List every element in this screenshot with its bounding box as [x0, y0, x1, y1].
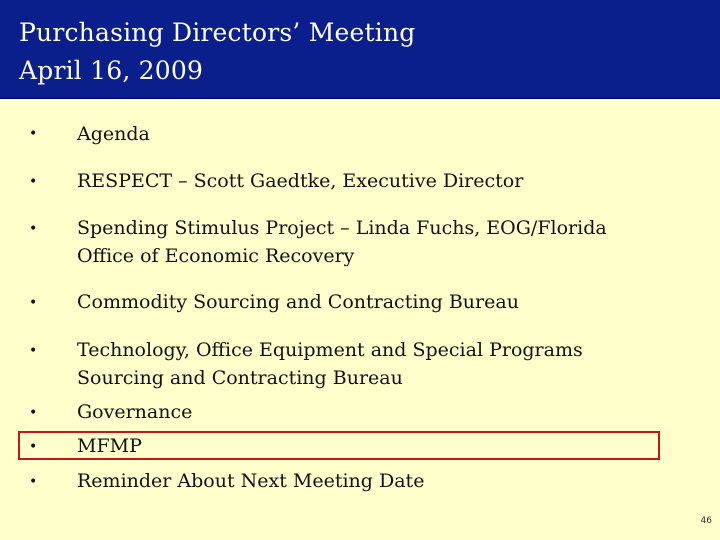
bullet-icon: • [29, 405, 38, 421]
agenda-item-commodity: Commodity Sourcing and Contracting Bureau [77, 291, 519, 313]
bullet-icon: • [29, 174, 38, 190]
agenda-item-reminder: Reminder About Next Meeting Date [77, 470, 425, 492]
bullet-icon: • [29, 221, 38, 237]
bullet-icon: • [29, 474, 38, 490]
agenda-item-mfmp: MFMP [77, 435, 142, 457]
agenda-item-stimulus-line-2: Office of Economic Recovery [77, 245, 355, 267]
agenda-item-stimulus-line-1: Spending Stimulus Project – Linda Fuchs, EOG/Florida [77, 217, 607, 239]
agenda-item-technology-line-2: Sourcing and Contracting Bureau [77, 367, 403, 389]
slide-title-line-2: April 16, 2009 [19, 56, 204, 85]
slide-title-line-1: Purchasing Directors’ Meeting [19, 18, 416, 47]
agenda-item-agenda: Agenda [77, 123, 150, 145]
bullet-icon: • [29, 439, 38, 455]
page-number: 46 [700, 516, 712, 526]
agenda-item-respect: RESPECT – Scott Gaedtke, Executive Director [77, 170, 524, 192]
bullet-icon: • [29, 295, 38, 311]
bullet-icon: • [29, 126, 38, 142]
agenda-item-technology-line-1: Technology, Office Equipment and Special Programs [77, 339, 583, 361]
bullet-icon: • [29, 343, 38, 359]
agenda-item-governance: Governance [77, 401, 193, 423]
